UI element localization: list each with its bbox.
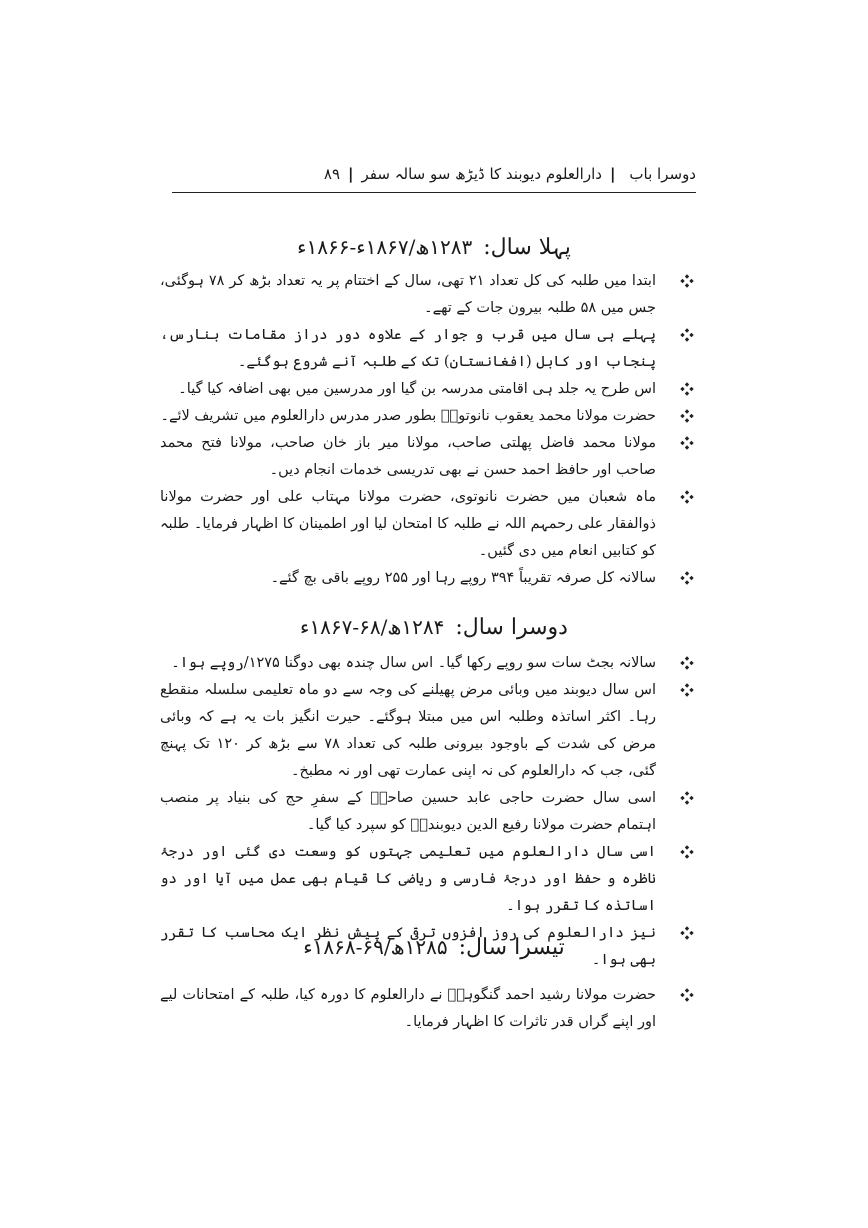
four-diamond-bullet-shape (680, 988, 694, 1002)
diamond-petal (680, 333, 684, 337)
four-diamond-bullet-icon (680, 274, 694, 288)
diamond-petal (685, 391, 689, 395)
diamond-petal (685, 445, 689, 449)
diamond-petal (685, 499, 689, 503)
diamond-petal (685, 988, 689, 992)
four-diamond-bullet-icon (680, 683, 694, 697)
header-rule (172, 192, 696, 193)
diamond-petal (689, 661, 693, 665)
diamond-petal (685, 436, 689, 440)
diamond-petal (680, 414, 684, 418)
diamond-petal (689, 495, 693, 499)
section-date: ۱۲۸۳ھ/۱۸۶۷ء-۱۸۶۶ء (297, 235, 473, 259)
diamond-petal (689, 796, 693, 800)
section-heading-year-3 (172, 932, 696, 963)
diamond-petal (685, 409, 689, 413)
diamond-petal (689, 279, 693, 283)
list-item: پہلے ہی سال میں قرب و جوار کے علاوہ دور دراز مقامات بنارس، پنجاب اور کابل (افغانستان) تک کے طلبہ آنے شروع ہوگئے۔ (160, 322, 696, 376)
four-diamond-bullet-icon (680, 988, 694, 1002)
diamond-petal (685, 337, 689, 341)
diamond-petal (685, 418, 689, 422)
section-label: پہلا سال: (483, 235, 571, 260)
four-diamond-bullet-icon (680, 845, 694, 859)
section-heading-year-2 (172, 612, 696, 643)
diamond-petal (680, 576, 684, 580)
four-diamond-bullet-icon (680, 656, 694, 670)
list-item: اسی سال دارالعلوم میں تعلیمی جہتوں کو وسعت دی گئی اور درجۂ ناظرہ و حفظ اور درجۂ فارسی و ریاضی کا قیام بھی عمل میں آیا اور دو اساتذہ کا تقرر ہوا۔ (160, 839, 696, 920)
list-item: حضرت مولانا رشید احمد گنگوہیؒ نے دارالعلوم کا دورہ کیا، طلبہ کے امتحانات لیے اور اپنے گراں قدر تاثرات کا اظہار فرمایا۔ (160, 982, 696, 1036)
diamond-petal (689, 688, 693, 692)
diamond-petal (680, 850, 684, 854)
diamond-petal (685, 800, 689, 804)
four-diamond-bullet-shape (680, 683, 694, 697)
diamond-petal (680, 796, 684, 800)
four-diamond-bullet-shape (680, 328, 694, 342)
section-label: تیسرا سال: (458, 935, 565, 960)
diamond-petal (689, 850, 693, 854)
diamond-petal (680, 688, 684, 692)
four-diamond-bullet-shape (680, 656, 694, 670)
diamond-petal (685, 490, 689, 494)
four-diamond-bullet-shape (680, 791, 694, 805)
four-diamond-bullet-shape (680, 490, 694, 504)
list-item: اس طرح یہ جلد ہی اقامتی مدرسہ بن گیا اور مدرسین میں بھی اضافہ کیا گیا۔ (160, 376, 696, 403)
four-diamond-bullet-shape (680, 571, 694, 585)
section-1-list (160, 268, 696, 592)
diamond-petal (685, 328, 689, 332)
four-diamond-bullet-shape (680, 409, 694, 423)
diamond-petal (685, 274, 689, 278)
section-date: ۱۲۸۴ھ/۶۸-۱۸۶۷ء (300, 615, 445, 639)
book-title: دارالعلوم دیوبند کا ڈیڑھ سو سالہ سفر (361, 165, 602, 183)
diamond-petal (689, 387, 693, 391)
list-item: مولانا محمد فاضل پھلتی صاحب، مولانا میر باز خان صاحب، مولانا فتح محمد صاحب اور حافظ احمد حسن نے بھی تدریسی خدمات انجام دیں۔ (160, 430, 696, 484)
four-diamond-bullet-shape (680, 845, 694, 859)
chapter-label: دوسرا باب (629, 165, 696, 183)
list-item: اس سال دیوبند میں وبائی مرض پھیلنے کی وجہ سے دو ماہ تعلیمی سلسلہ منقطع رہا۔ اکثر اساتذہ وطلبہ اس میں مبتلا ہوگئے۔ حیرت انگیز بات یہ ہے کہ وبائی مرض کی شدت کے باوجود بیرونی طلبہ کی تعداد ۷۸ سے بڑھ کر ۱۲۰ تک پہنچ گئی، جب کہ دارالعلوم کی نہ اپنی عمارت تھی اور نہ مطبخ۔ (160, 677, 696, 785)
diamond-petal (685, 926, 689, 930)
four-diamond-bullet-icon (680, 791, 694, 805)
diamond-petal (689, 333, 693, 337)
four-diamond-bullet-icon (680, 409, 694, 423)
running-head (172, 162, 696, 186)
section-heading-year-1 (172, 232, 696, 263)
section-2-list (160, 650, 696, 974)
diamond-petal (689, 993, 693, 997)
diamond-petal (680, 387, 684, 391)
list-item: ابتدا میں طلبہ کی کل تعداد ۲۱ تھی، سال کے اختتام پر یہ تعداد بڑھ کر ۷۸ ہوگئی، جس میں ۵۸ طلبہ بیرون جات کے تھے۔ (160, 268, 696, 322)
diamond-petal (685, 854, 689, 858)
diamond-petal (680, 495, 684, 499)
four-diamond-bullet-icon (680, 571, 694, 585)
diamond-petal (680, 279, 684, 283)
diamond-petal (685, 683, 689, 687)
four-diamond-bullet-shape (680, 436, 694, 450)
diamond-petal (689, 576, 693, 580)
four-diamond-bullet-shape (680, 274, 694, 288)
diamond-petal (685, 692, 689, 696)
list-item: اسی سال حضرت حاجی عابد حسین صاحبؒ کے سفرِ حج کی بنیاد پر منصب اہتمام حضرت مولانا رفیع الدین دیوبندیؒ کو سپرد کیا گیا۔ (160, 785, 696, 839)
four-diamond-bullet-icon (680, 436, 694, 450)
four-diamond-bullet-icon (680, 490, 694, 504)
list-item: حضرت مولانا محمد یعقوب نانوتویؒ بطور صدر مدرس دارالعلوم میں تشریف لائے۔ (160, 403, 696, 430)
diamond-petal (685, 580, 689, 584)
four-diamond-bullet-icon (680, 382, 694, 396)
page-number: ۸۹ (323, 165, 341, 183)
diamond-petal (685, 656, 689, 660)
diamond-petal (685, 382, 689, 386)
list-item: نیز دارالعلوم کی روز افزوں ترقی کے پیش نظر ایک محاسب کا تقرر بھی ہوا۔ (160, 920, 696, 974)
diamond-petal (685, 845, 689, 849)
diamond-petal (689, 441, 693, 445)
section-label: دوسرا سال: (455, 615, 568, 640)
diamond-petal (680, 661, 684, 665)
section-date: ۱۲۸۵ھ/۶۹-۱۸۶۸ء (303, 935, 448, 959)
list-item: سالانہ کل صرفہ تقریباً ۳۹۴ روپے رہا اور ۲۵۵ روپے باقی بچ گئے۔ (160, 565, 696, 592)
diamond-petal (685, 571, 689, 575)
diamond-petal (680, 441, 684, 445)
diamond-petal (685, 283, 689, 287)
section-3-list (160, 982, 696, 1036)
header-separator: | (609, 165, 616, 183)
diamond-petal (680, 993, 684, 997)
diamond-petal (689, 414, 693, 418)
list-item: سالانہ بجٹ سات سو روپے رکھا گیا۔ اس سال چندہ بھی دوگنا ۱۲۷۵/روپے ہوا۔ (160, 650, 696, 677)
diamond-petal (685, 665, 689, 669)
four-diamond-bullet-shape (680, 382, 694, 396)
header-separator-2: | (348, 165, 354, 183)
diamond-petal (685, 791, 689, 795)
list-item: ماہ شعبان میں حضرت نانوتوی، حضرت مولانا مہتاب علی اور حضرت مولانا ذوالفقار علی رحمہم اللہ نے طلبہ کا امتحان لیا اور اطمینان کا اظہار فرمایا۔ طلبہ کو کتابیں انعام میں دی گئیں۔ (160, 484, 696, 565)
diamond-petal (685, 997, 689, 1001)
four-diamond-bullet-icon (680, 328, 694, 342)
